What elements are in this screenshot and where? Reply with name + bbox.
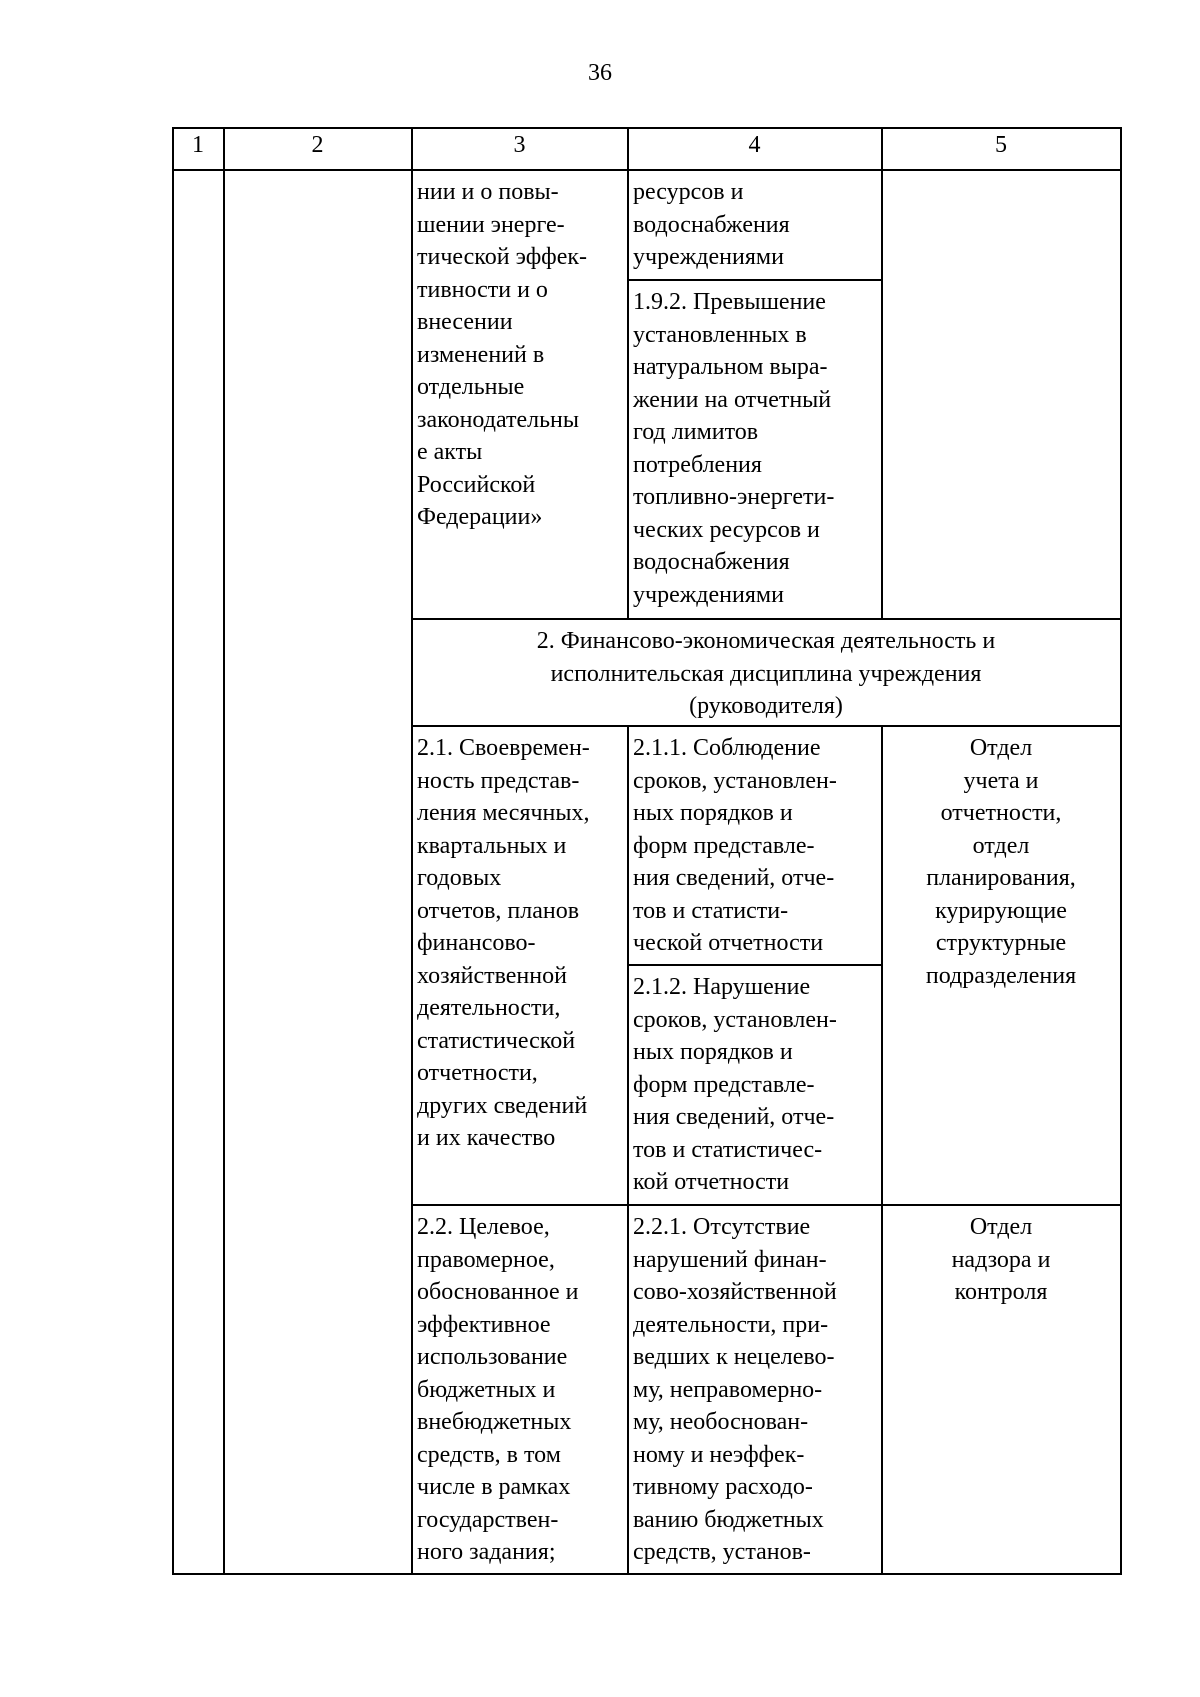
indicator-cell: 1.9.2. Превышение установленных в натуральном выра- жении на отчетный год лимитов потребления топливно-энергети- ческих ресурсов и водоснабжения учреждениями [633, 289, 835, 608]
responsible-cell [882, 170, 1120, 176]
responsible-cell: Отдел учета и отчетности, отдел планирования, курирующие структурные подразделения [925, 735, 1077, 989]
table-border-left [172, 127, 174, 1574]
indicator-cell: 2.2.1. Отсутствие нарушений финан- сово-хозяйственной деятельности, при- ведших к нецелево- му, неправомерно- му, необоснован- ному и неэффек- тивному расходо- ванию бюджетных средств, установ- [633, 1214, 837, 1565]
section-heading: 2. Финансово-экономическая деятельность и исполнительская дисциплина учреждения (руководителя) [536, 628, 996, 719]
table-border-right [1120, 127, 1122, 1574]
responsible-cell: Отдел надзора и контроля [951, 1214, 1051, 1305]
criterion-cell: 2.1. Своевремен- ность представ- ления месячных, квартальных и годовых отчетов, планов финансово- хозяйственной деятельности, статистической отчетности, других сведений и их качество [417, 735, 590, 1151]
header-cell-1: 1 [192, 132, 204, 158]
column-divider [223, 127, 225, 1574]
criterion-cell: нии и о повы- шении энерге- тической эффек- тивности и о внесении изменений в отдельные законодательны е акты Российской Федерации» [417, 179, 588, 530]
page-number: 36 [588, 60, 612, 86]
header-cell-3: 3 [513, 132, 526, 158]
table-border-top [172, 127, 1122, 129]
header-cell-2: 2 [311, 132, 324, 158]
criterion-cell: 2.2. Целевое, правомерное, обоснованное и эффективное использование бюджетных и внебюджетных средств, в том числе в рамках государствен- ного задания; [417, 1214, 579, 1565]
header-cell-4: 4 [748, 132, 761, 158]
indicator-cell: 2.1.2. Нарушение сроков, установлен- ных порядков и форм представле- ния сведений, отче- тов и статистичес- кой отчетности [633, 974, 837, 1195]
indicator-cell: ресурсов и водоснабжения учреждениями [633, 179, 790, 270]
header-cell-5: 5 [995, 132, 1007, 158]
indicator-cell: 2.1.1. Соблюдение сроков, установлен- ных порядков и форм представле- ния сведений, отче- тов и статисти- ческой отчетности [633, 735, 837, 956]
table-border-bottom [172, 1573, 1122, 1575]
column-divider [881, 127, 883, 619]
